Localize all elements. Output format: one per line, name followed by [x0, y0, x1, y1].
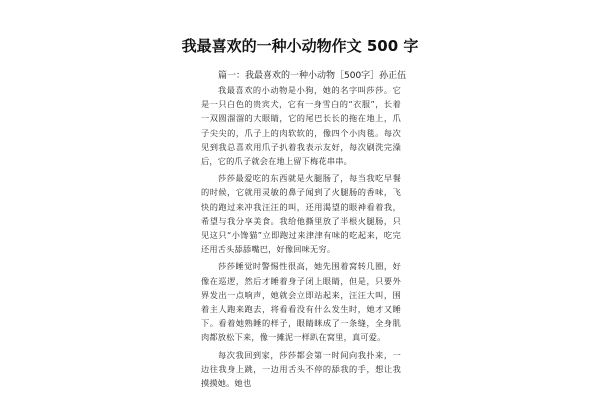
- article-subheading: 篇一：我最喜欢的一种小动物［500字］孙正伍: [218, 71, 407, 81]
- paragraph-2: 莎莎最爱吃的东西就是火腿肠了，每当我吃早餐的时候，它就用灵敏的鼻子闻到了火腿肠的香味，飞快的跑过来冲我汪汪的叫，还用渴望的眼神看着我，希望与我分享美食。我给他撕里放了半根火腿肠，只见这只“小馋猫”立即跑过来津津有味的吃起来，吃完还用舌头舔舔嘴巴，好像回味无穷。: [201, 173, 401, 255]
- paragraph-1: 我最喜欢的小动物是小狗，她的名字叫莎莎。它是一只白色的贵宾犬，它有一身雪白的“衣服”，长着一双圆溜溜的大眼睛，它的尾巴长长的拖在地上，爪子尖尖的，爪子上的肉软软的，像四个小肉毯。每次见到我总喜欢用爪子扒着我表示友好，每次刷洗完澡后，它的爪子就会在地上留下梅花串串。: [201, 85, 401, 167]
- document-title: 我最喜欢的一种小动物作文 500 字: [181, 37, 419, 55]
- paragraph-4: 每次我回到家，莎莎都会第一时间向我扑来，一边往我身上跳，一边用舌头不停的舔我的手，想让我摸摸她。她也: [201, 349, 401, 389]
- paragraph-3: 莎莎睡觉时警惕性很高，她先围着窝转几圈，好像在巡逻，然后才睡着身子闭上眼睛，但是，只要外界发出一点响声，她就会立即站起来，汪汪大叫，围着主人跑来跑去，将看看没有什么发生时，她才又睡下。看着她熟睡的样子，眼睛眯成了一条缝，全身肌肉都放松下来，像一摊泥一样趴在窝里，真可爱。: [201, 261, 401, 343]
- article-body: [201, 83, 401, 393]
